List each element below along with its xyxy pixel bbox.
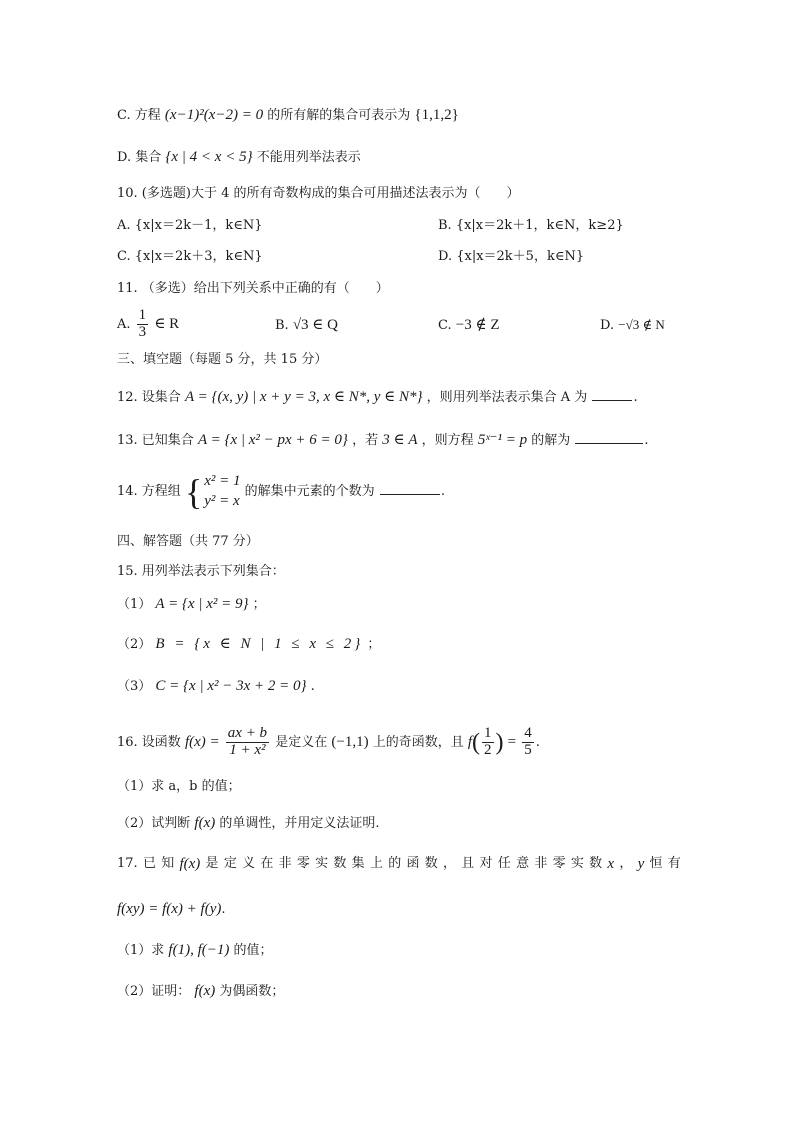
- q17-token: f(x): [179, 856, 201, 872]
- answer-blank[interactable]: [592, 388, 632, 401]
- function-expr: f(x): [194, 983, 216, 999]
- option-c-line: [117, 108, 459, 123]
- part-text: （1）求: [117, 943, 165, 958]
- relation: −3 ∉ Z: [455, 317, 500, 333]
- q11-option-b: [275, 318, 338, 333]
- q17-token: 17.: [117, 856, 138, 871]
- q17-token: 实: [570, 856, 584, 871]
- q15-part-1: [117, 597, 266, 612]
- fraction: [482, 726, 494, 759]
- option-text: 集合: [135, 150, 162, 165]
- question-end: .: [644, 433, 649, 448]
- q16-part-2: [117, 816, 380, 831]
- q10-option-d: D. {x|x＝2k＋5，k∈N}: [438, 249, 585, 264]
- q17-token: ，: [619, 856, 633, 871]
- q17-part-1: [117, 943, 273, 958]
- set-expression: {x | 4 < x < 5}: [165, 149, 253, 165]
- numerator: 1: [484, 725, 492, 741]
- question-end: .: [633, 390, 638, 405]
- q17-token: 实: [315, 856, 329, 871]
- q17-token: y: [637, 856, 645, 872]
- function-fraction: [226, 726, 269, 759]
- q10-option-b: B. {x|x＝2k＋1，k∈N，k≥2}: [438, 218, 624, 233]
- q17-token: 对: [479, 856, 493, 871]
- equation-row: x² = 1: [204, 473, 241, 489]
- set-expression: C = {x | x² − 3x + 2 = 0}: [155, 678, 307, 694]
- q17-token: 且: [461, 856, 475, 871]
- q17-token: 定: [223, 856, 237, 871]
- set-expression: B = {x ∈ N | 1 ≤ x ≤ 2}: [155, 636, 364, 652]
- q17-token: 的: [388, 856, 402, 871]
- relation: ∈ R: [154, 315, 180, 332]
- denominator: 2: [484, 741, 492, 758]
- set-expression: A = {x | x² = 9}: [155, 596, 249, 612]
- function-expr: f(x): [194, 815, 216, 831]
- function-values: f(1), f(−1): [168, 942, 230, 958]
- part-end: ；: [252, 597, 266, 612]
- q17-token: 数: [589, 856, 603, 871]
- question-text: 16. 设函数: [117, 734, 181, 750]
- q16-part-1: （1）求 a，b 的值；: [117, 779, 241, 794]
- q17-token: 数: [333, 856, 347, 871]
- question-17-line-1: [117, 857, 681, 872]
- question-12: [117, 388, 638, 405]
- question-text: 12. 设集合: [117, 390, 181, 405]
- option-label: A.: [117, 316, 131, 332]
- relation: √3 ∈ Q: [292, 317, 338, 333]
- solution-set: {1,1,2}: [414, 107, 459, 123]
- condition: 3 ∈ A: [382, 432, 418, 448]
- paren-close: ): [495, 729, 504, 756]
- fraction: [137, 308, 149, 341]
- q17-token: 非: [278, 856, 292, 871]
- answer-blank[interactable]: [575, 431, 643, 444]
- q17-token: 已: [142, 856, 156, 871]
- option-label: D.: [600, 318, 615, 333]
- q17-token: 是: [205, 856, 219, 871]
- part-label: （2）: [117, 637, 152, 652]
- denominator: 5: [524, 741, 532, 758]
- part-text: 的单调性，并用定义法证明.: [219, 816, 380, 831]
- paren-open: (: [472, 729, 481, 756]
- question-end: .: [535, 734, 540, 750]
- option-label: B.: [275, 318, 289, 333]
- q15-part-3: [117, 679, 315, 694]
- answer-blank[interactable]: [380, 482, 440, 495]
- q10-option-c: C. {x|x＝2k＋3，k∈N}: [117, 249, 263, 264]
- numerator: 4: [524, 725, 532, 741]
- q11-option-d: [600, 318, 665, 332]
- q17-token: x: [607, 856, 615, 872]
- functional-equation: f(xy) = f(x) + f(y): [117, 901, 222, 917]
- function-lhs: f(x) =: [184, 733, 220, 750]
- q17-token: 集: [351, 856, 365, 871]
- question-11-stem: 11. （多选）给出下列关系中正确的有（ ）: [117, 281, 389, 296]
- equation-system: [185, 472, 241, 511]
- q11-option-c: [438, 318, 500, 333]
- denominator: 3: [138, 323, 147, 340]
- option-label: D.: [117, 150, 132, 165]
- q17-token: 意: [516, 856, 530, 871]
- q17-token: 零: [552, 856, 566, 871]
- question-text: ，若: [352, 433, 379, 448]
- numerator: 1: [138, 307, 147, 323]
- option-text: 不能用列举法表示: [256, 150, 361, 165]
- q17-token: 任: [497, 856, 511, 871]
- left-brace-icon: {: [184, 471, 203, 512]
- q17-token: 非: [534, 856, 548, 871]
- question-end: .: [221, 902, 226, 917]
- option-text: 方程: [134, 108, 161, 123]
- denominator: 1 + x²: [229, 741, 266, 758]
- question-text: 14. 方程组: [117, 484, 181, 499]
- section-3-heading: 三、填空题（每题 5 分，共 15 分）: [117, 352, 328, 367]
- option-label: C.: [117, 108, 131, 123]
- q17-token: 知: [161, 856, 175, 871]
- q17-token: 有: [667, 856, 681, 871]
- q15-part-2: [117, 637, 380, 652]
- question-text: 的解集中元素的个数为: [244, 484, 375, 499]
- option-label: C.: [438, 318, 452, 333]
- set-expression: A = {(x, y) | x + y = 3, x ∈ N*, y ∈ N*}: [184, 389, 423, 405]
- part-text: 为偶函数；: [219, 984, 285, 999]
- equation: 5ˣ⁻¹ = p: [477, 432, 528, 448]
- part-end: .: [310, 679, 315, 694]
- question-16: [117, 726, 540, 759]
- q17-token: 上: [369, 856, 383, 871]
- part-end: ；: [367, 637, 381, 652]
- question-text: 是定义在: [275, 734, 328, 750]
- q17-token: 在: [260, 856, 274, 871]
- q10-option-a: A. {x|x＝2k－1，k∈N}: [117, 218, 263, 233]
- part-text: （2）证明：: [117, 984, 191, 999]
- interval: (−1,1): [331, 733, 369, 750]
- question-14: [117, 472, 445, 511]
- numerator: ax + b: [227, 725, 268, 741]
- part-text: 的值；: [233, 943, 273, 958]
- question-10-stem: 10. (多选题)大于 4 的所有奇数构成的集合可用描述法表示为（ ）: [117, 186, 520, 201]
- section-4-heading: 四、解答题（共 77 分）: [117, 534, 259, 549]
- part-text: （2）试判断: [117, 816, 191, 831]
- question-15-stem: 15. 用列举法表示下列集合：: [117, 564, 285, 579]
- q17-token: 零: [296, 856, 310, 871]
- question-17-line-2: [117, 902, 226, 917]
- set-expression: A = {x | x² − px + 6 = 0}: [197, 432, 348, 448]
- part-label: （3）: [117, 679, 152, 694]
- function-name: f: [467, 733, 473, 750]
- equation: (x−1)²(x−2) = 0: [164, 107, 264, 123]
- fraction: [522, 726, 534, 759]
- option-text: 的所有解的集合可表示为: [267, 108, 411, 123]
- q17-token: 义: [242, 856, 256, 871]
- question-text: ，则方程: [421, 433, 474, 448]
- option-d-line: [117, 150, 361, 165]
- question-text: 13. 已知集合: [117, 433, 194, 448]
- part-label: （1）: [117, 597, 152, 612]
- question-end: .: [440, 484, 445, 499]
- relation: −√3 ∉ N: [618, 317, 665, 332]
- q17-token: 数: [424, 856, 438, 871]
- q11-option-a: [117, 308, 179, 341]
- equals: =: [507, 733, 517, 750]
- q17-part-2: [117, 984, 284, 999]
- q17-token: 恒: [649, 856, 663, 871]
- question-text: 的解为: [531, 433, 571, 448]
- question-13: [117, 431, 649, 448]
- q17-token: 函: [406, 856, 420, 871]
- q17-token: ，: [443, 856, 457, 871]
- question-text: ，则用列举法表示集合 A 为: [426, 390, 588, 405]
- equation-row: y² = x: [204, 492, 240, 509]
- question-text: 上的奇函数，且: [372, 734, 464, 750]
